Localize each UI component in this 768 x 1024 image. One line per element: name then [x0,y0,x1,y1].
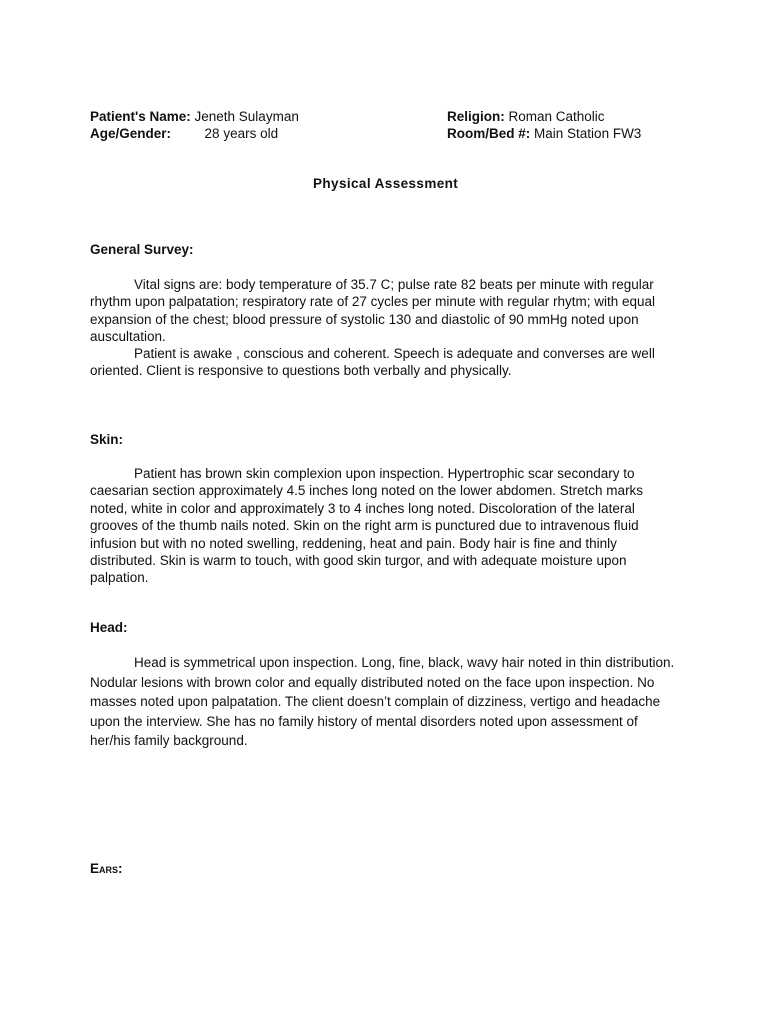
general-survey-paragraph-1: Vital signs are: body temperature of 35.7 C; pulse rate 82 beats per minute with regular rhythm upon palpatation; respiratory rate of 27 cycles per minute with regular rhytm; with equal expansion of the chest; blood pressure of systolic 130 and diastolic of 90 mmHg noted upon auscultation. [90,277,656,344]
age-gender-row [90,126,278,141]
religion-label: Religion: [447,109,505,124]
patient-name-label: Patient's Name: [90,109,191,124]
page-title: Physical Assessment [313,176,459,191]
skin-paragraph: Patient has brown skin complexion upon inspection. Hypertrophic scar secondary to caesarian section approximately 4.5 inches long noted on the lower abdomen. Stretch marks noted, white in color and approximately 3 to 4 inches long noted. Discoloration of the lateral grooves of the thumb nails noted. Skin on the right arm is punctured due to intravenous fluid infusion but with no noted swelling, reddening, heat and pain. Body hair is fine and thinly distributed. Skin is warm to touch, with good skin turgor, and with adequate moisture upon palpation. [90,466,644,586]
patient-name-value: Jeneth Sulayman [194,109,299,124]
room-bed-label: Room/Bed #: [447,126,531,141]
skin-heading: Skin: [90,432,124,447]
head-paragraph: Head is symmetrical upon inspection. Long, fine, black, wavy hair noted in thin distribution. Nodular lesions with brown color and equally distributed noted on the face upon inspection. No masses noted upon palpatation. The client doesn’t complain of dizziness, vertigo and headache upon the interview. She has no family history of mental disorders noted upon assessment of her/his family background. [90,655,675,749]
general-survey-heading: General Survey: [90,242,194,257]
patient-name-row [90,109,299,124]
ears-heading: Ears: [90,861,123,876]
age-gender-value: 28 years old [204,126,279,141]
room-bed-value: Main Station FW3 [534,126,642,141]
religion-row [447,109,605,124]
head-heading: Head: [90,620,128,635]
general-survey-paragraph-2: Patient is awake , conscious and coherent. Speech is adequate and converses are well oriented. Client is responsive to questions both verbally and physically. [90,346,655,379]
religion-value: Roman Catholic [508,109,605,124]
age-gender-label: Age/Gender: [90,126,172,141]
room-bed-row [447,126,641,141]
